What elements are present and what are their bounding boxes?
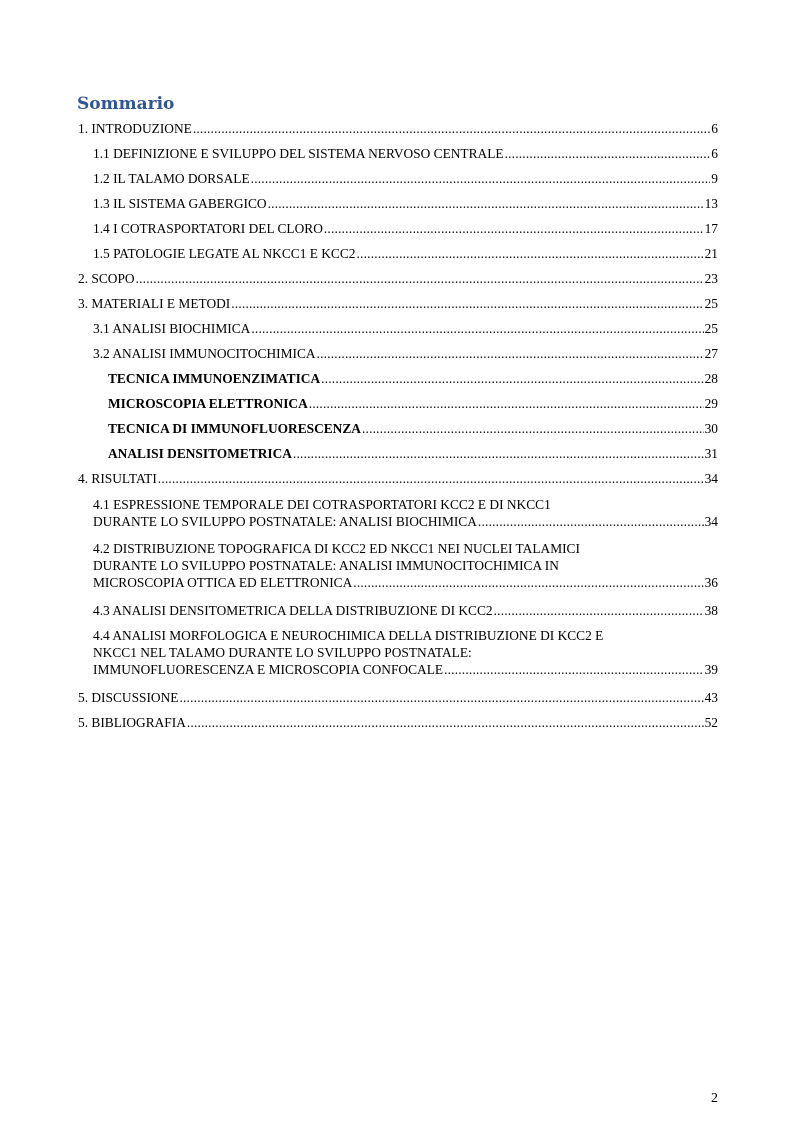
toc-page: 17: [704, 221, 718, 236]
toc-entry-4-3[interactable]: [93, 603, 718, 618]
toc-label-line: NKCC1 NEL TALAMO DURANTE LO SVILUPPO POSTNATALE:: [93, 645, 472, 660]
toc-label: MICROSCOPIA ELETTRONICA: [108, 396, 308, 411]
toc-label-line: DURANTE LO SVILUPPO POSTNATALE: ANALISI IMMUNOCITOCHIMICA IN: [93, 558, 559, 573]
toc-entry-1-4[interactable]: [93, 221, 718, 236]
toc-label: 1. INTRODUZIONE: [78, 121, 192, 136]
toc-label: 4.3 ANALISI DENSITOMETRICA DELLA DISTRIBUZIONE DI KCC2: [93, 603, 493, 618]
toc-label: 4. RISULTATI: [78, 471, 157, 486]
toc-leader: [179, 690, 703, 705]
toc-label: 2. SCOPO: [78, 271, 135, 286]
toc-entry-3-2[interactable]: [93, 346, 718, 361]
toc-leader: [317, 346, 704, 361]
toc-label: 3.1 ANALISI BIOCHIMICA: [93, 321, 251, 336]
toc-entry-1-1[interactable]: [93, 146, 718, 161]
toc-leader: [231, 296, 703, 311]
toc-leader: [251, 321, 703, 336]
toc-entry-discussione[interactable]: [78, 690, 718, 705]
toc-label-line: MICROSCOPIA OTTICA ED ELETTRONICA: [93, 575, 353, 590]
toc-entry-1-5[interactable]: [93, 246, 718, 261]
toc-page: 9: [711, 171, 718, 186]
toc-page: 52: [704, 715, 718, 730]
toc-label: 3.2 ANALISI IMMUNOCITOCHIMICA: [93, 346, 316, 361]
toc-page: 31: [704, 446, 718, 461]
toc-label: 5. BIBLIOGRAFIA: [78, 715, 186, 730]
toc-page: 21: [704, 246, 718, 261]
toc-page: 36: [704, 575, 718, 590]
toc-page: 38: [704, 603, 718, 618]
toc-label: 1.5 PATOLOGIE LEGATE AL NKCC1 E KCC2: [93, 246, 356, 261]
toc-page: 30: [704, 421, 718, 436]
toc-leader: [158, 471, 704, 486]
toc-page: 34: [704, 514, 718, 529]
toc-leader: [309, 396, 704, 411]
toc-page: 29: [704, 396, 718, 411]
toc-leader: [444, 662, 704, 677]
toc-label: 3. MATERIALI E METODI: [78, 296, 231, 311]
toc-entry-4-1[interactable]: [93, 497, 718, 529]
toc-page: 25: [704, 321, 718, 336]
toc-entry-4-4[interactable]: [93, 628, 718, 677]
toc-page: 6: [711, 146, 718, 161]
toc-entry-bibliografia[interactable]: [78, 715, 718, 730]
toc-entry-4-2[interactable]: [93, 541, 718, 590]
toc-leader: [187, 715, 704, 730]
toc-leader: [478, 514, 704, 529]
toc-entry-tecnica-immunoenzimatica[interactable]: [108, 371, 718, 386]
page-number: 2: [711, 1091, 718, 1106]
toc-label: ANALISI DENSITOMETRICA: [108, 446, 292, 461]
toc-page: 23: [704, 271, 718, 286]
toc-entry-analisi-densitometrica[interactable]: [108, 446, 718, 461]
toc-page: 25: [704, 296, 718, 311]
toc-entry-microscopia-elettronica[interactable]: [108, 396, 718, 411]
toc-leader: [268, 196, 704, 211]
toc-entry-scopo[interactable]: [78, 271, 718, 286]
toc-entry-3-1[interactable]: [93, 321, 718, 336]
toc-page: 13: [704, 196, 718, 211]
toc-leader: [193, 121, 710, 136]
toc-entry-1-2[interactable]: [93, 171, 718, 186]
toc-page: 6: [711, 121, 718, 136]
toc-label: TECNICA IMMUNOENZIMATICA: [108, 371, 321, 386]
toc-leader: [324, 221, 704, 236]
toc-label: 1.4 I COTRASPORTATORI DEL CLORO: [93, 221, 323, 236]
toc-label-line: 4.4 ANALISI MORFOLOGICA E NEUROCHIMICA DELLA DISTRIBUZIONE DI KCC2 E: [93, 628, 604, 643]
toc-page: 43: [704, 690, 718, 705]
toc-leader: [357, 246, 704, 261]
toc-leader: [362, 421, 704, 436]
toc-leader: [293, 446, 704, 461]
toc-entry-introduzione[interactable]: [78, 121, 718, 136]
toc-page: 28: [704, 371, 718, 386]
toc-entry-risultati[interactable]: [78, 471, 718, 486]
toc-page: 39: [704, 662, 718, 677]
toc-label: 1.3 IL SISTEMA GABERGICO: [93, 196, 267, 211]
toc-leader: [251, 171, 711, 186]
page-title: Sommario: [77, 94, 175, 114]
toc-entry-immunofluorescenza[interactable]: [108, 421, 718, 436]
toc-page: 34: [704, 471, 718, 486]
toc-label-line: DURANTE LO SVILUPPO POSTNATALE: ANALISI BIOCHIMICA: [93, 514, 477, 529]
toc-page: 27: [704, 346, 718, 361]
toc-label-line: IMMUNOFLUORESCENZA E MICROSCOPIA CONFOCALE: [93, 662, 444, 677]
toc-leader: [505, 146, 711, 161]
toc-leader: [353, 575, 703, 590]
toc-leader: [321, 371, 703, 386]
toc-label: 1.1 DEFINIZIONE E SVILUPPO DEL SISTEMA NERVOSO CENTRALE: [93, 146, 504, 161]
toc-label: 1.2 IL TALAMO DORSALE: [93, 171, 250, 186]
toc-label: 5. DISCUSSIONE: [78, 690, 179, 705]
toc-label: TECNICA DI IMMUNOFLUORESCENZA: [108, 421, 361, 436]
toc-entry-materiali[interactable]: [78, 296, 718, 311]
toc-label-line: 4.2 DISTRIBUZIONE TOPOGRAFICA DI KCC2 ED NKCC1 NEI NUCLEI TALAMICI: [93, 541, 580, 556]
toc-entry-1-3[interactable]: [93, 196, 718, 211]
toc-leader: [136, 271, 704, 286]
toc-leader: [494, 603, 704, 618]
toc-label-line: 4.1 ESPRESSIONE TEMPORALE DEI COTRASPORTATORI KCC2 E DI NKCC1: [93, 497, 551, 512]
